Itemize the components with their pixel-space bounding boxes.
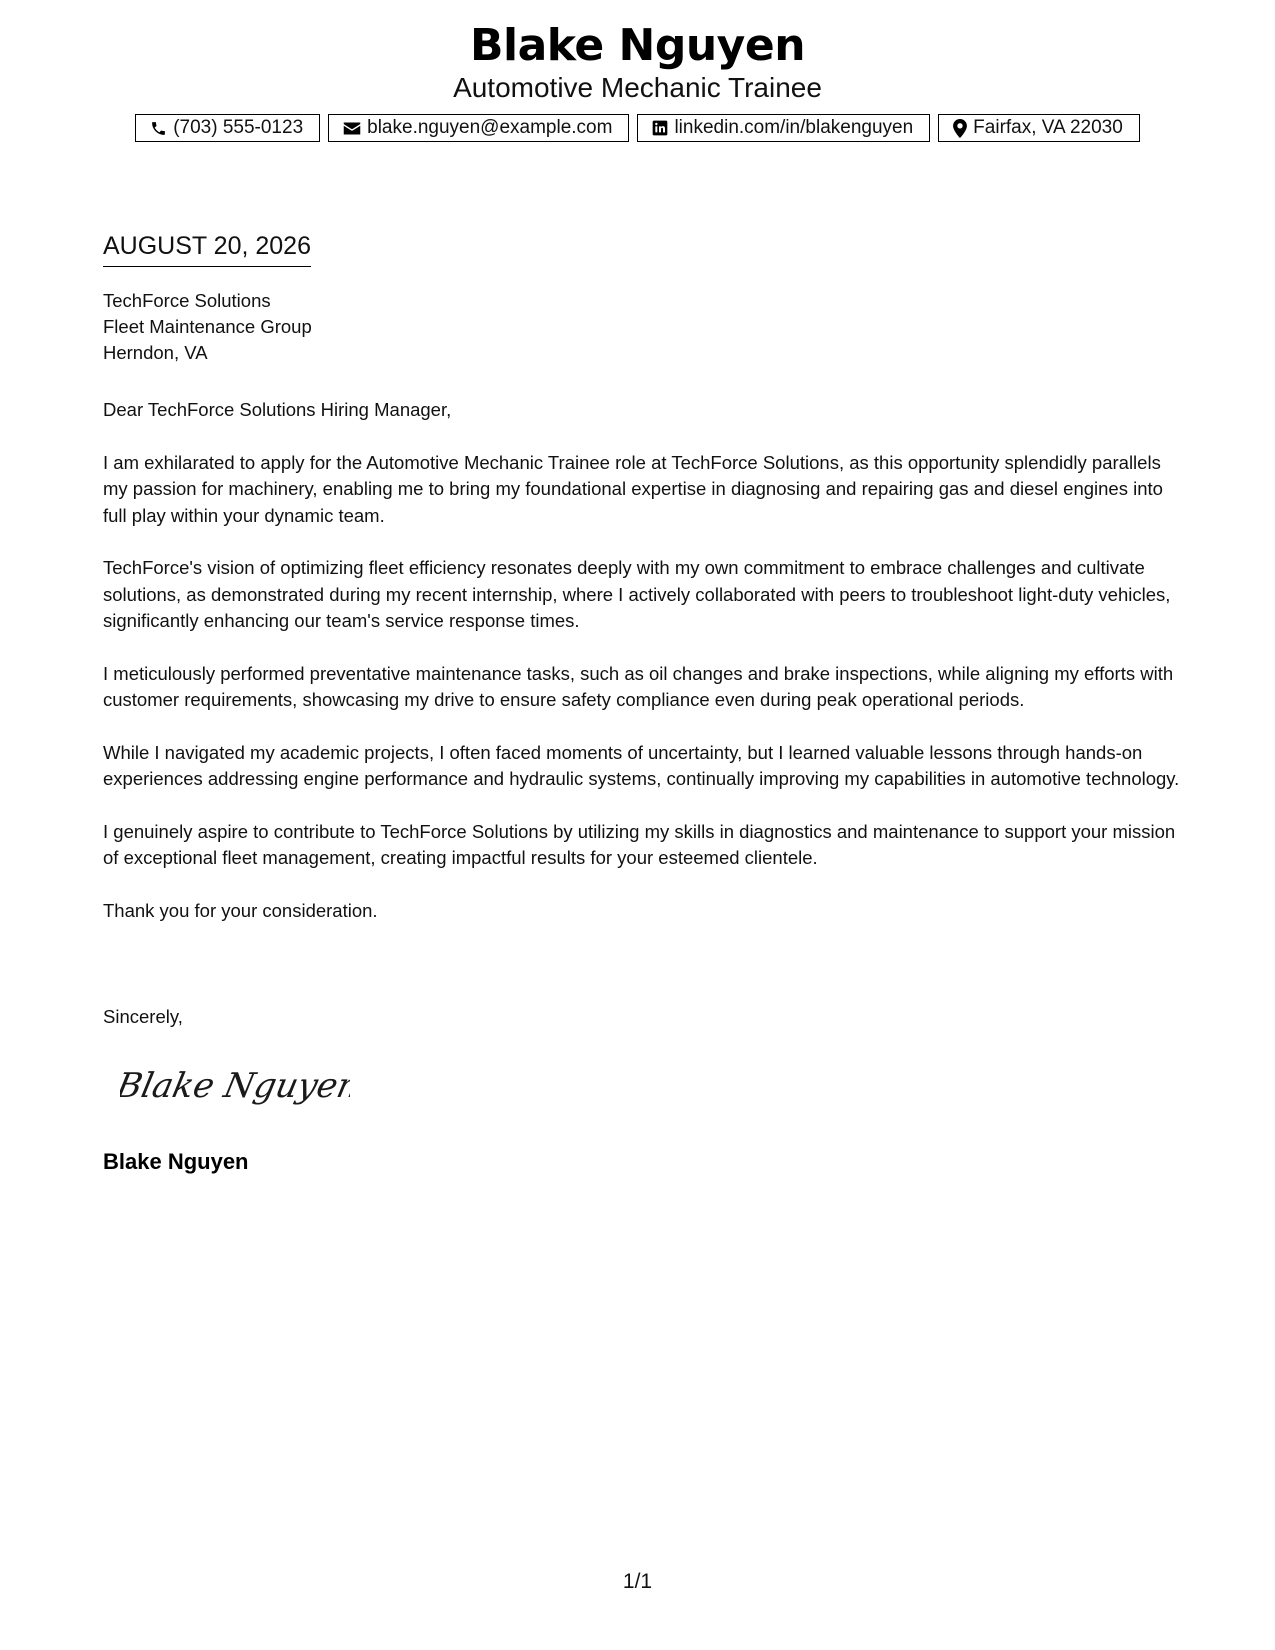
recipient-department: Fleet Maintenance Group [103,316,312,337]
letter-date: AUGUST 20, 2026 [103,230,311,267]
handwritten-signature [120,1053,350,1113]
paragraph-2: TechForce's vision of optimizing fleet efficiency resonates deeply with my own commitment to embrace challenges and cultivate solutions, as demonstrated during my recent internship, where I actively collaborated with peers to troubleshoot light-duty vehicles, significantly enhancing our team's service response times. [103,557,1171,631]
svg-text:Blake Nguyen: Blake Nguyen [120,1066,350,1106]
job-title: Automotive Mechanic Trainee [453,72,822,103]
paragraph-3: I meticulously performed preventative maintenance tasks, such as oil changes and brake inspections, while aligning my efforts with customer requirements, showcasing my drive to ensure safety compliance even during peak operational periods. [103,662,1174,710]
contact-email[interactable] [328,114,629,142]
phone-text: (703) 555-0123 [173,117,304,138]
contact-bar [0,114,1275,142]
recipient-address [103,288,312,366]
linkedin-icon [652,120,668,136]
salutation: Dear TechForce Solutions Hiring Manager, [103,399,452,420]
contact-phone[interactable] [135,114,320,142]
applicant-name: Blake Nguyen [469,20,806,71]
email-text: blake.nguyen@example.com [367,117,613,138]
thank-you-line: Thank you for your consideration. [103,899,378,921]
letter-body [103,397,1183,950]
map-marker-icon [953,119,967,138]
contact-location[interactable] [938,114,1140,142]
page-number: 1/1 [622,1570,653,1593]
linkedin-text: linkedin.com/in/blakenguyen [674,117,914,138]
contact-linkedin[interactable] [637,114,930,142]
paragraph-5: I genuinely aspire to contribute to TechForce Solutions by utilizing my skills in diagnostics and maintenance to support your mission of exceptional fleet management, creating impactful results for your esteemed clientele. [103,820,1176,868]
envelope-icon [343,121,361,136]
paragraph-1: I am exhilarated to apply for the Automotive Mechanic Trainee role at TechForce Solutions, as this opportunity splendidly parallels my passion for machinery, enabling me to bring my foundational expertise in diagnosing and repairing gas and diesel engines into full play within your dynamic team. [103,451,1163,526]
signer-name: Blake Nguyen [103,1149,249,1174]
recipient-city: Herndon, VA [103,342,208,363]
recipient-company: TechForce Solutions [103,290,271,311]
location-text: Fairfax, VA 22030 [973,117,1123,138]
paragraph-4: While I navigated my academic projects, I often faced moments of uncertainty, but I learned valuable lessons through hands-on experiences addressing engine performance and hydraulic systems, continually improving my capabilities in automotive technology. [103,741,1180,789]
closing-line: Sincerely, [103,1006,183,1027]
phone-icon [150,120,167,137]
letter-header [0,18,1275,103]
